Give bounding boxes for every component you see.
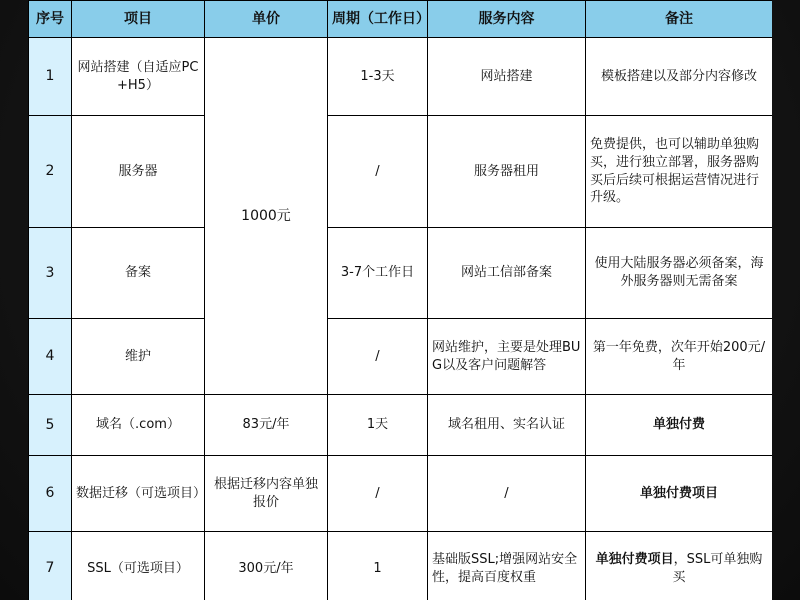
service-price-table-container <box>28 0 772 600</box>
table-row-6 <box>29 456 773 532</box>
row-remark: 单独付费 <box>586 395 773 456</box>
remark-bold-text: 单独付费项目 <box>595 551 674 567</box>
service-price-table <box>28 0 772 600</box>
row-item: 服务器 <box>72 116 205 228</box>
row-service: 服务器租用 <box>428 116 586 228</box>
row-service: / <box>428 456 586 532</box>
table-row-7 <box>29 532 773 600</box>
row-remark <box>586 532 773 600</box>
header-price: 单价 <box>205 1 328 38</box>
row-remark: 使用大陆服务器必须备案，海外服务器则无需备案 <box>586 228 773 319</box>
row-index: 4 <box>29 319 72 395</box>
row-item: 数据迁移（可选项目） <box>72 456 205 532</box>
row-service: 域名租用、实名认证 <box>428 395 586 456</box>
row-index: 2 <box>29 116 72 228</box>
row-index: 6 <box>29 456 72 532</box>
table-row-3 <box>29 228 773 319</box>
row-period: / <box>328 319 428 395</box>
header-row <box>29 1 773 38</box>
header-remark: 备注 <box>586 1 773 38</box>
header-service: 服务内容 <box>428 1 586 38</box>
row-service: 网站维护，主要是处理BUG以及客户问题解答 <box>428 319 586 395</box>
header-index: 序号 <box>29 1 72 38</box>
row-price: 根据迁移内容单独报价 <box>205 456 328 532</box>
row-service: 网站工信部备案 <box>428 228 586 319</box>
row-remark: 第一年免费，次年开始200元/年 <box>586 319 773 395</box>
row-period: 1天 <box>328 395 428 456</box>
row-item: 网站搭建（自适应PC+H5） <box>72 38 205 116</box>
row-period: 1-3天 <box>328 38 428 116</box>
row-period: / <box>328 456 428 532</box>
row-period: 3-7个工作日 <box>328 228 428 319</box>
table-header <box>29 1 773 38</box>
row-service: 基础版SSL;增强网站安全性，提高百度权重 <box>428 532 586 600</box>
row-remark: 单独付费项目 <box>586 456 773 532</box>
row-remark: 模板搭建以及部分内容修改 <box>586 38 773 116</box>
table-body <box>29 38 773 600</box>
row-item: 备案 <box>72 228 205 319</box>
row-index: 3 <box>29 228 72 319</box>
remark-normal-text: ，SSL可单独购买 <box>672 551 763 585</box>
row-remark: 免费提供，也可以辅助单独购买，进行独立部署，服务器购买后后续可根据运营情况进行升级。 <box>586 116 773 228</box>
table-row-1 <box>29 38 773 116</box>
row-index: 7 <box>29 532 72 600</box>
row-period: / <box>328 116 428 228</box>
row-index: 5 <box>29 395 72 456</box>
row-item: 域名（.com） <box>72 395 205 456</box>
shared-price-cell: 1000元 <box>205 38 328 395</box>
row-item: 维护 <box>72 319 205 395</box>
row-period: 1 <box>328 532 428 600</box>
table-row-5 <box>29 395 773 456</box>
row-index: 1 <box>29 38 72 116</box>
row-service: 网站搭建 <box>428 38 586 116</box>
row-price: 300元/年 <box>205 532 328 600</box>
row-item: SSL（可选项目） <box>72 532 205 600</box>
row-price: 83元/年 <box>205 395 328 456</box>
header-period: 周期（工作日） <box>328 1 428 38</box>
table-row-2 <box>29 116 773 228</box>
table-row-4 <box>29 319 773 395</box>
header-item: 项目 <box>72 1 205 38</box>
